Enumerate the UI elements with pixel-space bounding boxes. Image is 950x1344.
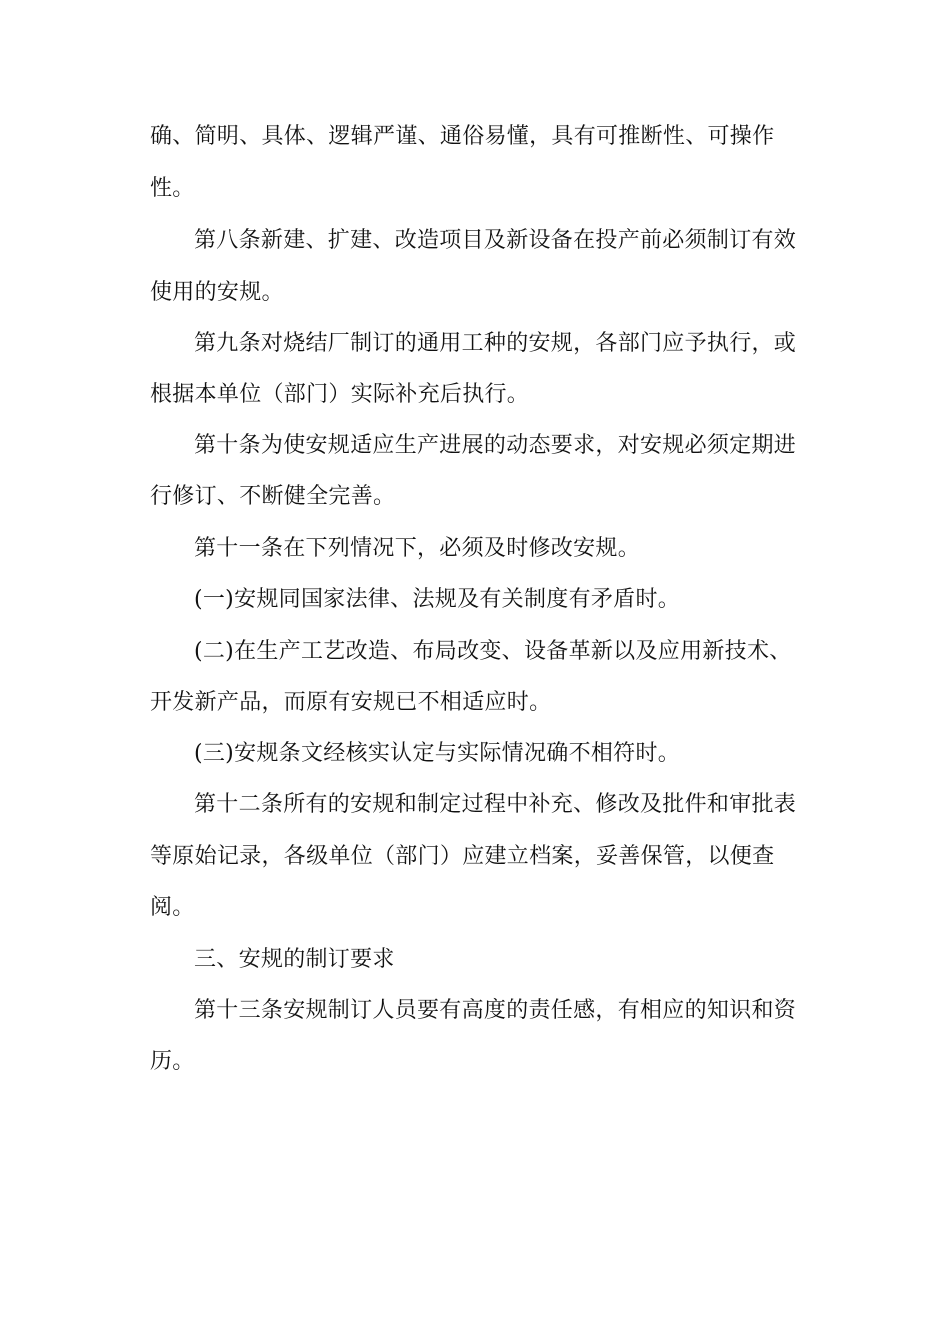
article-12-line: 第十二条所有的安规和制定过程中补充、修改及批件和审批表 xyxy=(194,792,797,817)
section-heading: 三、安规的制订要求 xyxy=(194,947,395,972)
clause-2-line: (二)在生产工艺改造、布局改变、设备革新以及应用新技术、 xyxy=(194,639,792,664)
paragraph-line: 性。 xyxy=(150,176,195,201)
paragraph-line: 根据本单位（部门）实际补充后执行。 xyxy=(150,382,530,407)
paragraph-line: 行修订、不断健全完善。 xyxy=(150,484,396,509)
clause-3-line: (三)安规条文经核实认定与实际情况确不相符时。 xyxy=(194,741,681,766)
article-8-line: 第八条新建、扩建、改造项目及新设备在投产前必须制订有效 xyxy=(194,228,797,253)
paragraph-line: 等原始记录，各级单位（部门）应建立档案，妥善保管，以便查 xyxy=(150,844,775,869)
article-13-line: 第十三条安规制订人员要有高度的责任感，有相应的知识和资 xyxy=(194,998,797,1023)
paragraph-line: 开发新产品，而原有安规已不相适应时。 xyxy=(150,690,552,715)
article-9-line: 第九条对烧结厂制订的通用工种的安规，各部门应予执行，或 xyxy=(194,331,797,356)
article-10-line: 第十条为使安规适应生产进展的动态要求，对安规必须定期进 xyxy=(194,433,797,458)
paragraph-line: 使用的安规。 xyxy=(150,280,284,305)
paragraph-line: 阅。 xyxy=(150,895,195,920)
paragraph-line: 确、简明、具体、逻辑严谨、通俗易懂，具有可推断性、可操作 xyxy=(150,124,775,149)
clause-1-line: (一)安规同国家法律、法规及有关制度有矛盾时。 xyxy=(194,587,681,612)
article-11-line: 第十一条在下列情况下，必须及时修改安规。 xyxy=(194,536,641,561)
paragraph-line: 历。 xyxy=(150,1049,195,1074)
